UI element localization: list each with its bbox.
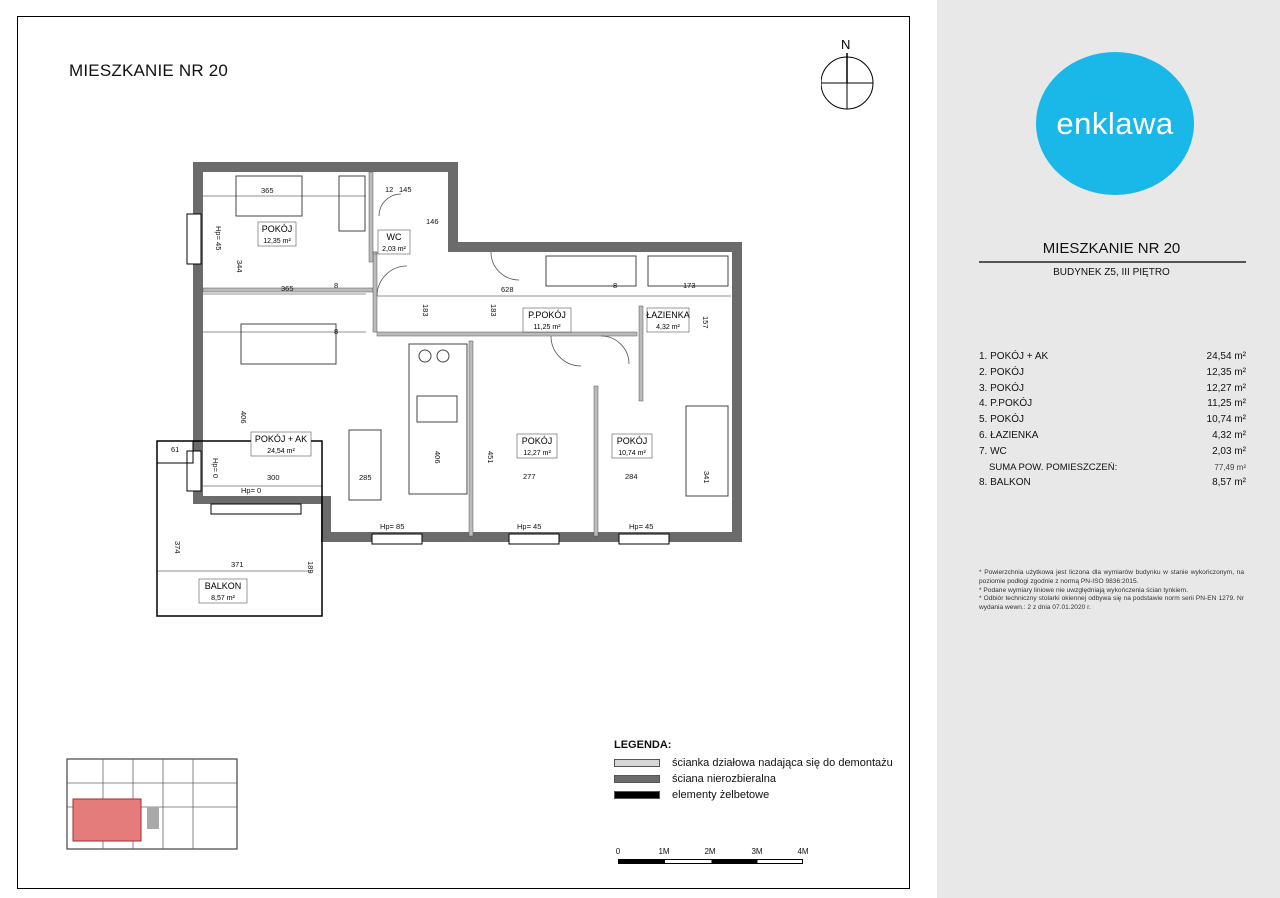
room-row bbox=[979, 412, 1246, 428]
svg-text:Hp= 85: Hp= 85 bbox=[380, 522, 405, 531]
legend-swatch bbox=[614, 759, 660, 767]
summary-divider bbox=[979, 261, 1246, 263]
legend-title: LEGENDA: bbox=[614, 739, 672, 751]
svg-text:Hp= 0: Hp= 0 bbox=[211, 458, 220, 479]
svg-text:12,35 m²: 12,35 m² bbox=[263, 238, 291, 245]
svg-text:183: 183 bbox=[489, 304, 498, 317]
svg-text:Hp= 45: Hp= 45 bbox=[214, 226, 223, 251]
label-ppokoj bbox=[523, 308, 571, 332]
label-pokoj-1 bbox=[258, 222, 296, 246]
svg-text:8: 8 bbox=[613, 281, 618, 290]
total-row bbox=[979, 460, 1246, 476]
legend-label: elementy żelbetowe bbox=[672, 789, 770, 801]
svg-text:300: 300 bbox=[267, 473, 280, 482]
svg-text:BALKON: BALKON bbox=[204, 581, 242, 591]
label-lazienka bbox=[646, 308, 690, 332]
svg-text:157: 157 bbox=[701, 316, 710, 329]
legend-item bbox=[614, 787, 904, 803]
svg-text:Hp= 45: Hp= 45 bbox=[517, 522, 542, 531]
room-label: 3. POKÓJ bbox=[979, 382, 1025, 394]
scale-bar bbox=[614, 847, 809, 867]
floor-plan-drawing bbox=[151, 156, 751, 626]
legend-label: ściana nierozbieralna bbox=[672, 773, 776, 785]
footnotes bbox=[979, 569, 1244, 613]
room-row bbox=[979, 349, 1246, 365]
room-row bbox=[979, 381, 1246, 397]
svg-text:Hp= 0: Hp= 0 bbox=[241, 486, 262, 495]
room-label: 2. POKÓJ bbox=[979, 366, 1025, 378]
svg-text:277: 277 bbox=[523, 472, 536, 481]
svg-text:189: 189 bbox=[306, 561, 315, 574]
legend-item bbox=[614, 771, 904, 787]
svg-text:8: 8 bbox=[334, 327, 339, 336]
summary-subtitle: BUDYNEK Z5, III PIĘTRO bbox=[1053, 267, 1170, 278]
total-area: 77,49 m² bbox=[1214, 462, 1246, 472]
svg-text:Hp= 45: Hp= 45 bbox=[629, 522, 654, 531]
svg-text:12: 12 bbox=[385, 185, 394, 194]
svg-text:365: 365 bbox=[281, 284, 294, 293]
svg-text:POKÓJ: POKÓJ bbox=[261, 224, 293, 234]
enklawa-logo bbox=[1036, 52, 1194, 195]
svg-text:628: 628 bbox=[501, 285, 514, 294]
label-wc bbox=[378, 230, 410, 254]
highlighted-apartment bbox=[73, 799, 141, 841]
summary-title: MIESZKANIE NR 20 bbox=[1042, 240, 1181, 257]
room-area: 12,35 m² bbox=[1206, 366, 1246, 378]
room-label: 1. POKÓJ + AK bbox=[979, 351, 1049, 362]
legend-swatch bbox=[614, 775, 660, 783]
svg-text:ŁAZIENKA: ŁAZIENKA bbox=[646, 310, 690, 320]
room-label: 5. POKÓJ bbox=[979, 414, 1025, 426]
scale-label: 4M bbox=[797, 847, 809, 856]
svg-text:406: 406 bbox=[239, 411, 248, 424]
room-area: 12,27 m² bbox=[1206, 382, 1246, 394]
room-area: 2,03 m² bbox=[1212, 445, 1246, 457]
footnote: * Odbiór techniczny stolarki okiennej odbywa się na podstawie norm serii PN-EN 1279. Nr wydania wewn.: 2 z dnia 07.01.2020 r. bbox=[979, 595, 1244, 612]
room-row bbox=[979, 428, 1246, 444]
label-balkon bbox=[199, 579, 247, 603]
svg-text:145: 145 bbox=[399, 185, 412, 194]
room-label: 4. P.POKÓJ bbox=[979, 398, 1033, 410]
room-area: 10,74 m² bbox=[1206, 414, 1246, 426]
scale-label: 3M bbox=[751, 847, 763, 856]
svg-text:11,25 m²: 11,25 m² bbox=[533, 324, 561, 331]
svg-text:WC: WC bbox=[386, 232, 402, 242]
svg-text:8: 8 bbox=[334, 281, 339, 290]
label-pokoj-3 bbox=[517, 434, 557, 458]
room-row bbox=[979, 396, 1246, 412]
room-row bbox=[979, 444, 1246, 460]
svg-text:284: 284 bbox=[625, 472, 638, 481]
svg-text:406: 406 bbox=[433, 451, 442, 464]
room-area: 24,54 m² bbox=[1206, 351, 1246, 362]
building-key-plan bbox=[63, 749, 248, 859]
svg-text:P.POKÓJ: P.POKÓJ bbox=[528, 310, 566, 320]
svg-text:POKÓJ: POKÓJ bbox=[616, 436, 648, 446]
svg-text:365: 365 bbox=[261, 186, 274, 195]
balcony-area: 8,57 m² bbox=[1212, 477, 1246, 489]
balcony-row bbox=[979, 475, 1246, 491]
footnote: * Podane wymiary liniowe nie uwzględniają wykończenia ścian tynkiem. bbox=[979, 586, 1188, 594]
svg-text:451: 451 bbox=[486, 451, 495, 464]
scale-label: 1M bbox=[658, 847, 670, 856]
svg-text:POKÓJ: POKÓJ bbox=[521, 436, 553, 446]
legend bbox=[614, 739, 904, 803]
svg-text:61: 61 bbox=[171, 445, 180, 454]
label-pokoj-5 bbox=[612, 434, 652, 458]
room-area: 11,25 m² bbox=[1207, 398, 1246, 410]
svg-text:285: 285 bbox=[359, 473, 372, 482]
plan-title: MIESZKANIE NR 20 bbox=[69, 61, 229, 80]
room-list bbox=[979, 349, 1246, 491]
svg-text:374: 374 bbox=[173, 541, 182, 554]
svg-text:2,03 m²: 2,03 m² bbox=[382, 246, 406, 253]
room-row bbox=[979, 365, 1246, 381]
svg-text:173: 173 bbox=[683, 281, 696, 290]
logo-text: enklawa bbox=[1056, 105, 1174, 141]
north-label: N bbox=[841, 37, 851, 52]
svg-text:10,74 m²: 10,74 m² bbox=[618, 450, 646, 457]
balcony-label: 8. BALKON bbox=[979, 477, 1031, 489]
svg-text:12,27 m²: 12,27 m² bbox=[523, 450, 551, 457]
scale-bar-graphic bbox=[618, 859, 803, 864]
legend-item bbox=[614, 755, 904, 771]
floor-plan-frame bbox=[17, 16, 910, 889]
svg-text:183: 183 bbox=[421, 304, 430, 317]
svg-text:344: 344 bbox=[235, 260, 244, 273]
scale-label: 2M bbox=[704, 847, 716, 856]
legend-label: ścianka działowa nadająca się do demontażu bbox=[672, 757, 893, 769]
svg-text:341: 341 bbox=[702, 471, 711, 484]
svg-text:POKÓJ + AK: POKÓJ + AK bbox=[254, 434, 308, 444]
room-label: 6. ŁAZIENKA bbox=[979, 429, 1039, 441]
compass-icon bbox=[821, 35, 881, 115]
room-label: 7. WC bbox=[979, 445, 1007, 457]
room-area: 4,32 m² bbox=[1212, 429, 1246, 441]
legend-swatch bbox=[614, 791, 660, 799]
svg-text:371: 371 bbox=[231, 560, 244, 569]
footnote: * Powierzchnia użytkowa jest liczona dla wymiarów budynku w stanie wykończonym, na poziomie podłogi zgodnie z normą PN-ISO 9836:2015. bbox=[979, 569, 1244, 585]
svg-text:8,57 m²: 8,57 m² bbox=[211, 595, 235, 602]
label-pokoj-ak bbox=[251, 432, 311, 456]
svg-text:146: 146 bbox=[426, 217, 439, 226]
summary-panel bbox=[937, 0, 1280, 898]
svg-text:24,54 m²: 24,54 m² bbox=[267, 448, 295, 455]
total-label: SUMA POW. POMIESZCZEŃ: bbox=[989, 461, 1118, 473]
svg-text:4,32 m²: 4,32 m² bbox=[656, 324, 680, 331]
scale-label: 0 bbox=[615, 847, 621, 856]
